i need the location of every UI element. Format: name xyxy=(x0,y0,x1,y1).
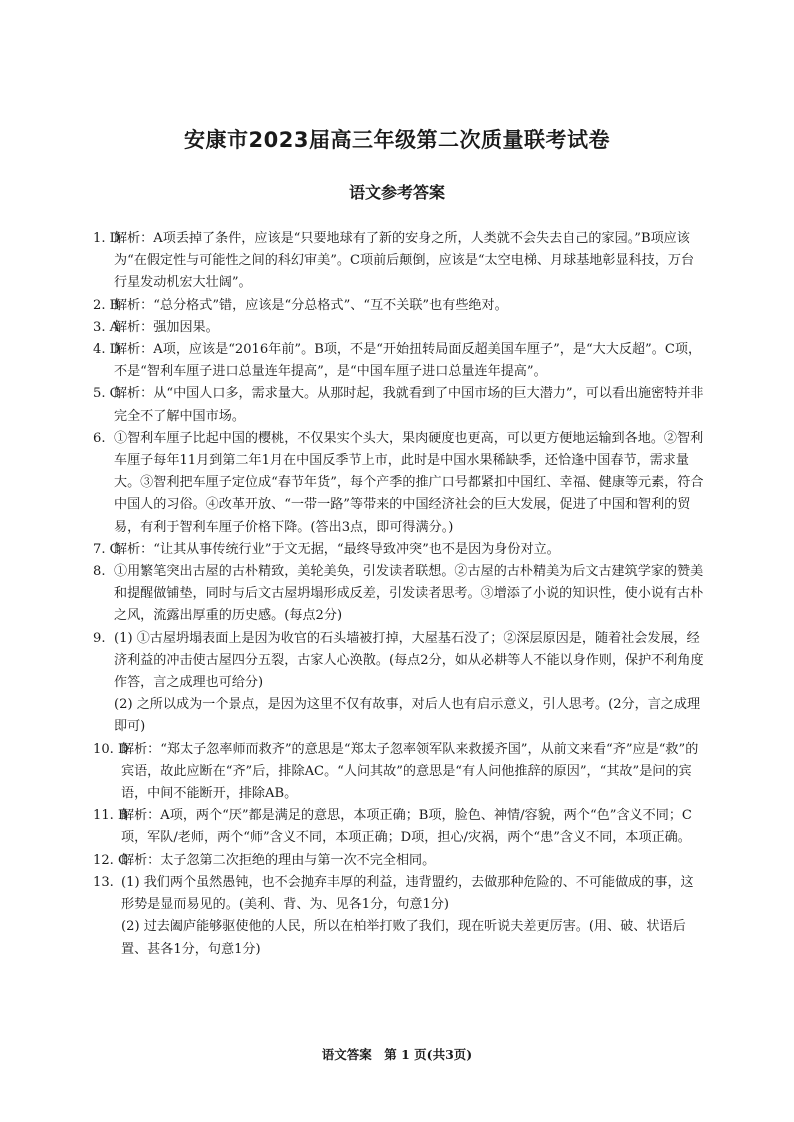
answer-text: 解析：“让其从事传统行业”于文无据，“最终导致冲突”也不是因为身份对立。 xyxy=(114,541,560,557)
answer-number: 1. D xyxy=(93,231,121,246)
answer-item-9 xyxy=(93,628,705,739)
document-subtitle: 语文参考答案 xyxy=(348,183,445,202)
answer-item-8 xyxy=(93,561,705,628)
answer-item-7 xyxy=(93,539,705,561)
answer-item-4 xyxy=(93,339,705,383)
answer-number: 10. D xyxy=(93,741,129,757)
answer-number: 2. B xyxy=(93,297,120,313)
answer-text: 解析：A项丢掉了条件，应该是“只要地球有了新的安身之所，人类就不会失去自己的家园。”B项应该为“在假定性与可能性之间的科幻审美”。C项前后颠倒，应该是“太空电梯、月球基地彰显科技，万台行星发动机宏大壮阔”。 xyxy=(114,231,695,291)
answer-item-6 xyxy=(93,428,705,539)
answer-item-10 xyxy=(93,739,705,806)
answer-text: ①用繁笔突出古屋的古朴精致，美轮美奂，引发读者联想。②古屋的古朴精美为后文古建筑学家的赞美和提醒做铺垫，同时与后文古屋坍塌形成反差，引发读者思考。③增添了小说的知识性，使小说有古朴之风，流露出厚重的历史感。(每点2分) xyxy=(114,564,704,624)
answer-text: 解析：A项，两个“厌”都是满足的意思，本项正确；B项，脸色、神情/容貌，两个“色”含义不同；C项，军队/老师，两个“师”含义不同，本项正确；D项，担心/灾祸，两个“患”含义不同，本项正确。 xyxy=(121,808,692,846)
answer-number: 6. xyxy=(93,430,106,446)
answer-item-12 xyxy=(93,850,705,872)
answer-text: 解析：A项，应该是“2016年前”。B项，不是“开始扭转局面反超美国车厘子”，是“大大反超”。C项，不是“智利车厘子进口总量连年提高”，是“中国车厘子进口总量连年提高”。 xyxy=(114,342,702,380)
answer-item-1 xyxy=(93,228,705,295)
answer-item-3 xyxy=(93,317,705,339)
answer-text-part-2: (2) 之所以成为一个景点，是因为这里不仅有故事，对后人也有启示意义，引人思考。(2分，言之成理即可) xyxy=(114,697,701,735)
answer-item-13 xyxy=(93,872,705,961)
answer-item-2 xyxy=(93,295,705,317)
answer-item-5 xyxy=(93,383,705,427)
answer-number: 13. xyxy=(93,874,114,890)
answer-text: 解析：从“中国人口多，需求量大。从那时起，我就看到了中国市场的巨大潜力”，可以看出施密特并非完全不了解中国市场。 xyxy=(114,386,704,424)
answer-list xyxy=(93,228,705,961)
answer-number: 8. xyxy=(93,564,106,580)
answer-number: 5. C xyxy=(93,386,120,402)
answer-number: 11. B xyxy=(93,808,128,824)
answer-number: 4. D xyxy=(93,342,121,358)
answer-text: 解析：太子忽第二次拒绝的理由与第一次不完全相同。 xyxy=(121,852,436,868)
answer-text: ①智利车厘子比起中国的樱桃，不仅果实个头大，果肉硬度也更高，可以更方便地运输到各地。②智利车厘子每年11月到第二年1月在中国反季节上市，此时是中国水果稀缺季，还恰逢中国春节，需求量大。③智利把车厘子定位成“春节年货”，每个产季的推广口号都紧扣中国红、幸福、健康等元素，符合中国人的习俗。④改革开放、“一带一路”等带来的中国经济社会的巨大发展，促进了中国和智利的贸易，有利于智利车厘子价格下降。(答出3点，即可得满分。) xyxy=(114,430,704,535)
answer-text: 解析：“郑太子忽率师而救齐”的意思是“郑太子忽率领军队来救援齐国”，从前文来看“齐”应是“救”的宾语，故此应断在“齐”后，排除AC。“人问其故”的意思是“有人问他推辞的原因”，“其故”是问的宾语，中间不能断开，排除AB。 xyxy=(121,741,699,802)
answer-number: 12. C xyxy=(93,852,129,868)
answer-number: 3. A xyxy=(93,319,120,335)
answer-text-part-2: (2) 过去阖庐能够驱使他的人民，所以在柏举打败了我们，现在听说夫差更厉害。(用、破、状语后置、甚各1分，句意1分) xyxy=(121,919,686,957)
answer-text-part-1: (1) 我们两个虽然愚钝，也不会抛弃丰厚的利益，违背盟约，去做那种危险的、不可能做成的事，这形势是显而易见的。(美利、背、为、见各1分，句意1分) xyxy=(121,874,694,913)
answer-text: 解析：强加因果。 xyxy=(114,319,219,335)
document-title: 安康市2023届高三年级第二次质量联考试卷 xyxy=(184,128,610,152)
page-footer: 语文答案 第 1 页(共3页) xyxy=(321,1047,473,1062)
answer-number: 9. xyxy=(93,630,106,646)
answer-text: 解析：“总分格式”错，应该是“分总格式”、“互不关联”也有些绝对。 xyxy=(114,297,508,313)
answer-number: 7. C xyxy=(93,541,120,557)
answer-text-part-1: (1) ①古屋坍塌表面上是因为收官的石头墙被打掉，大屋基石没了；②深层原因是，随着社会发展，经济利益的冲击使古屋四分五裂，古家人心涣散。(每点2分，如从必耕等人不能以身作则，保护不利角度作答，言之成理也可给分) xyxy=(114,630,704,691)
answer-item-11 xyxy=(93,805,705,849)
